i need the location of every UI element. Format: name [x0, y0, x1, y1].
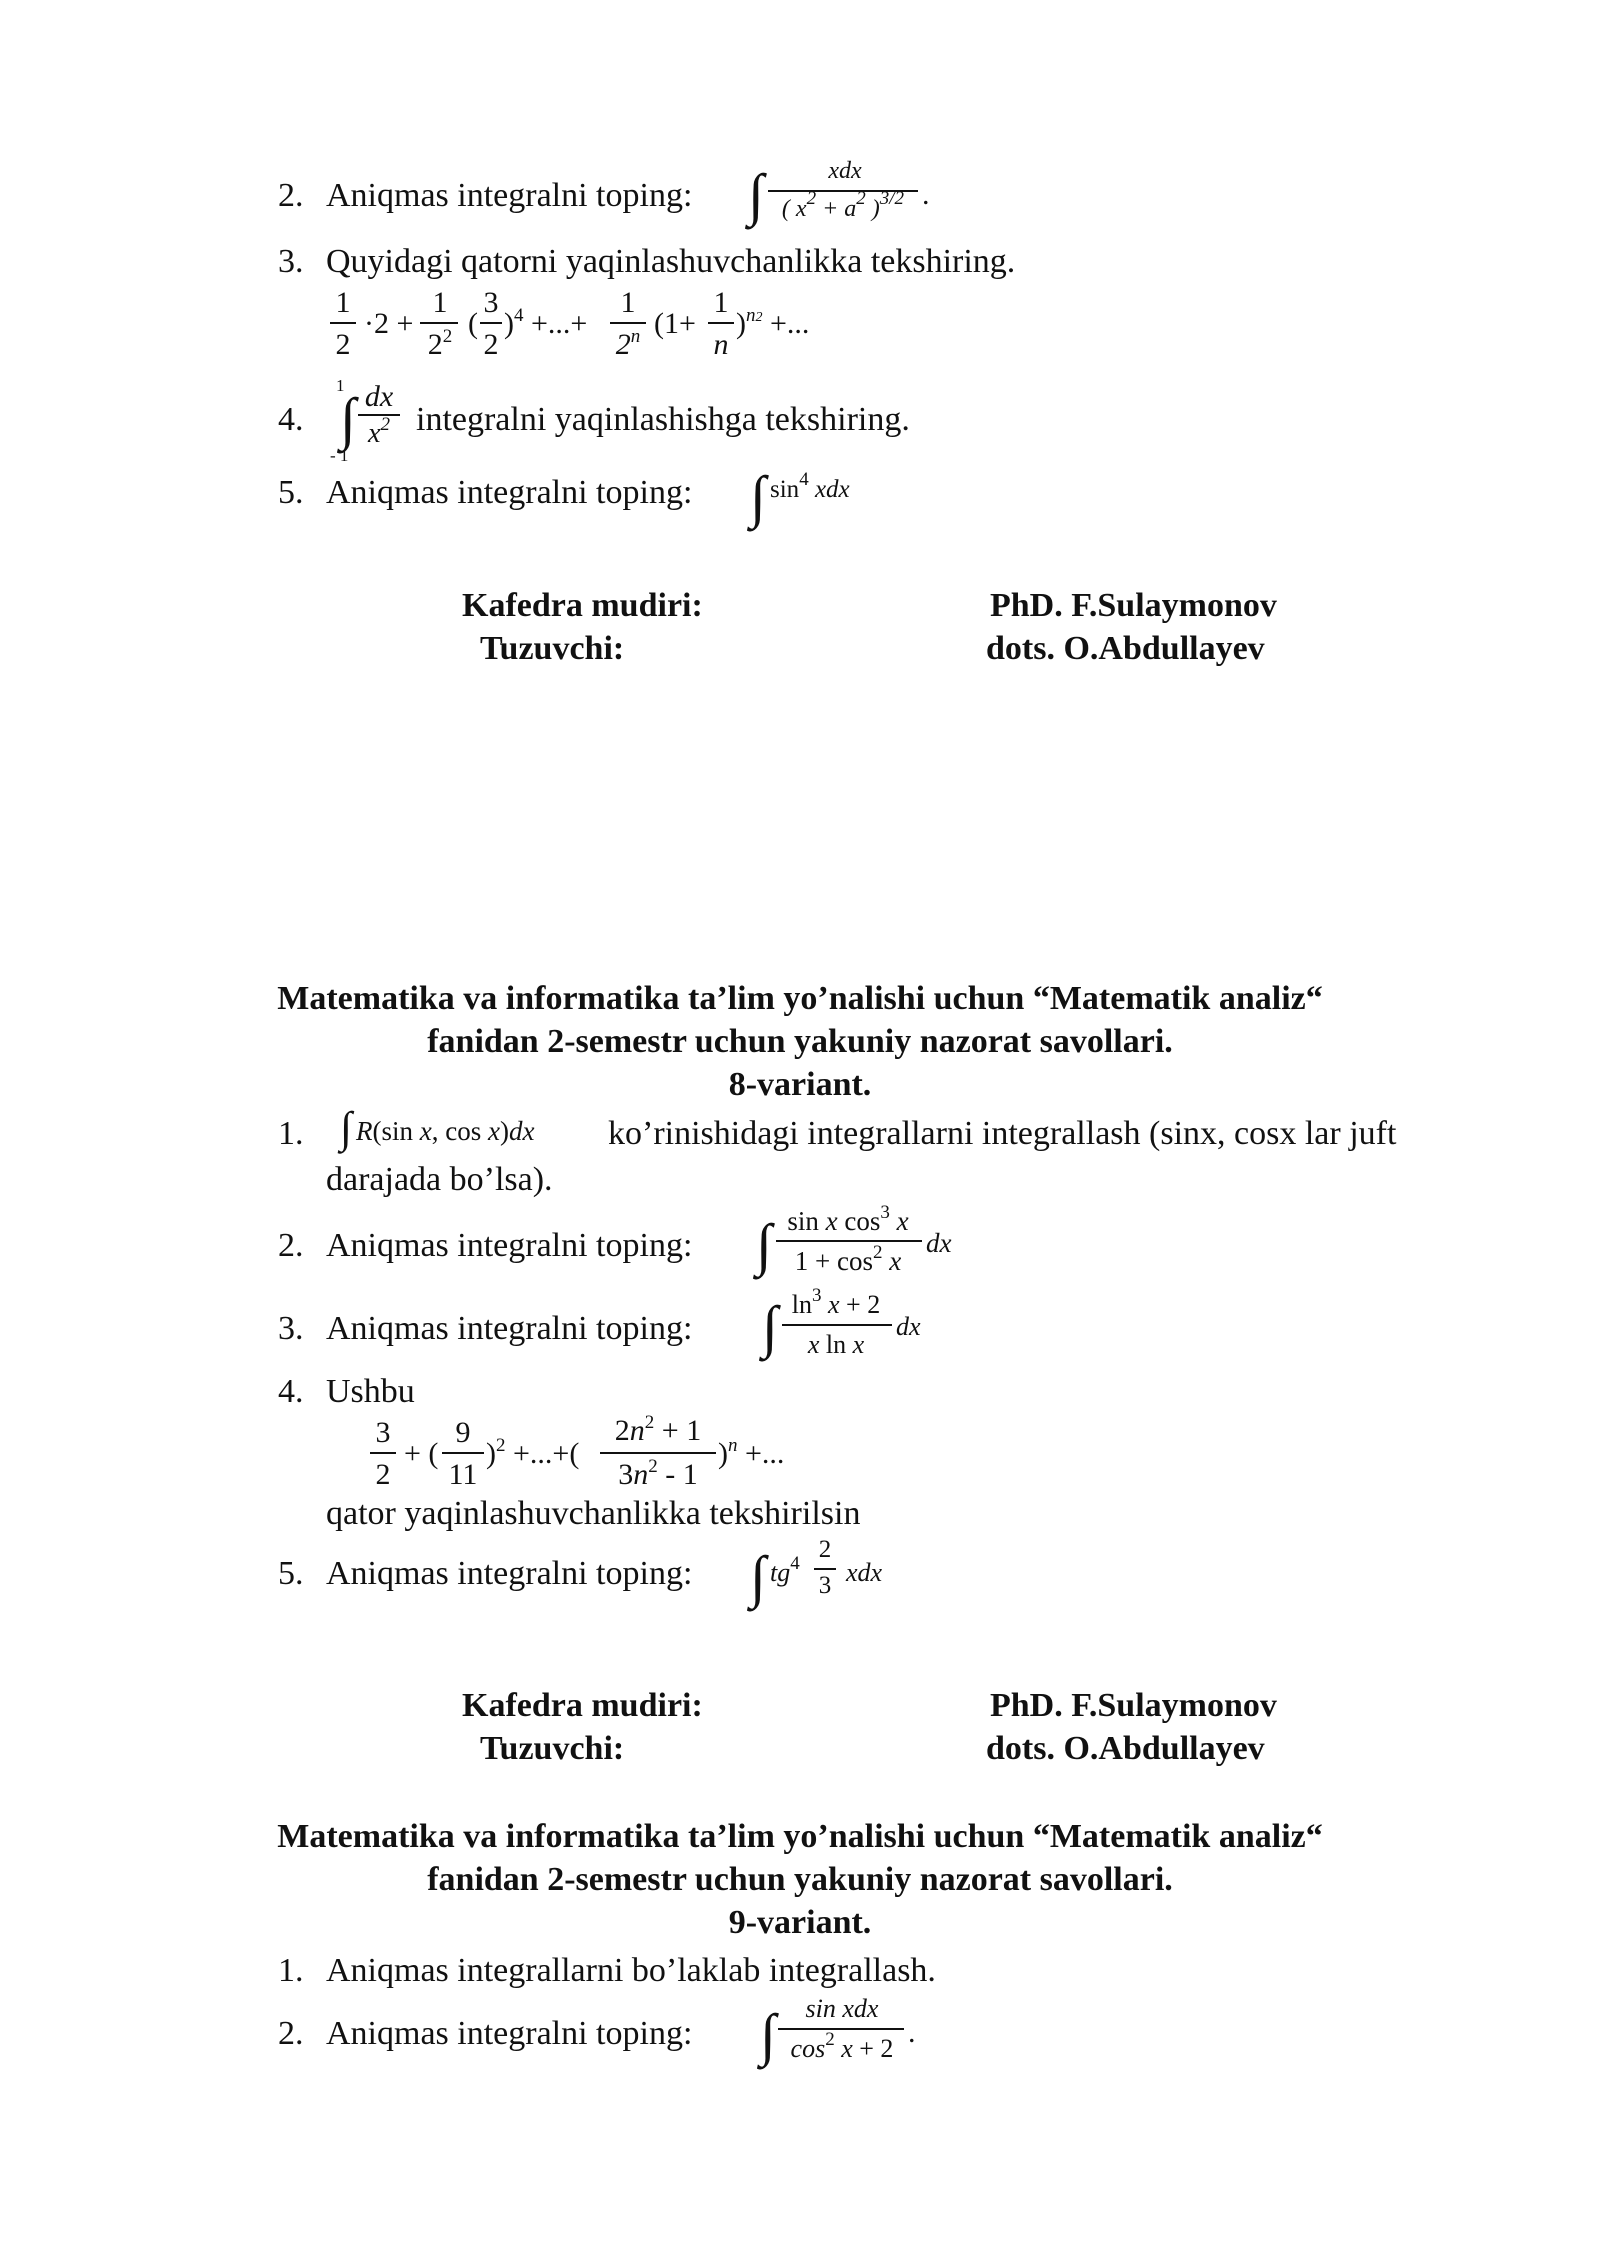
title-line2: fanidan 2-semestr uchun yakuniy nazorat savollari.: [427, 1861, 1173, 1898]
item-text-continuation: darajada bo’lsa).: [326, 1161, 553, 1198]
head-name: PhD. F.Sulaymonov: [990, 587, 1277, 624]
item-text: Aniqmas integralni toping:: [326, 1227, 693, 1264]
item-text: Aniqmas integrallarni bo’laklab integrallash.: [326, 1952, 936, 1989]
item-text: Quyidagi qatorni yaqinlashuvchanlikka tekshiring.: [326, 243, 1016, 280]
item-number: 4.: [278, 401, 304, 438]
item-number: 2.: [278, 2015, 304, 2052]
title-line1: Matematika va informatika ta’lim yo’nalishi uchun “Matematik analiz“: [277, 980, 1323, 1017]
title-line2: fanidan 2-semestr uchun yakuniy nazorat savollari.: [427, 1023, 1173, 1060]
item-number: 5.: [278, 474, 304, 511]
item-number: 2.: [278, 1227, 304, 1264]
compiler-label: Tuzuvchi:: [480, 630, 625, 667]
head-name: PhD. F.Sulaymonov: [990, 1687, 1277, 1724]
item-number: 5.: [278, 1555, 304, 1592]
variant-label: 8-variant.: [728, 1066, 872, 1103]
item-number: 3.: [278, 243, 304, 280]
item-text: Aniqmas integralni toping:: [326, 1310, 693, 1347]
item-text: Aniqmas integralni toping:: [326, 2015, 693, 2052]
compiler-label: Tuzuvchi:: [480, 1730, 625, 1767]
item-number: 3.: [278, 1310, 304, 1347]
head-label: Kafedra mudiri:: [462, 1687, 703, 1724]
item-number: 1.: [278, 1952, 304, 1989]
item-text: Aniqmas integralni toping:: [326, 177, 693, 214]
title-line1: Matematika va informatika ta’lim yo’nalishi uchun “Matematik analiz“: [277, 1818, 1323, 1855]
item-text-continuation: qator yaqinlashuvchanlikka tekshirilsin: [326, 1495, 861, 1532]
item-text: Aniqmas integralni toping:: [326, 474, 693, 511]
compiler-name: dots. O.Abdullayev: [986, 1730, 1265, 1767]
item-number: 4.: [278, 1373, 304, 1410]
item-text: Ushbu: [326, 1373, 415, 1410]
item-number: 2.: [278, 177, 304, 214]
compiler-name: dots. O.Abdullayev: [986, 630, 1265, 667]
item-number: 1.: [278, 1115, 304, 1152]
head-label: Kafedra mudiri:: [462, 587, 703, 624]
item-text: Aniqmas integralni toping:: [326, 1555, 693, 1592]
item-text: integralni yaqinlashishga tekshiring.: [416, 401, 910, 438]
variant-label: 9-variant.: [728, 1904, 872, 1941]
item-text: ko’rinishidagi integrallarni integrallash (sinx, cosx lar juft: [608, 1115, 1397, 1152]
